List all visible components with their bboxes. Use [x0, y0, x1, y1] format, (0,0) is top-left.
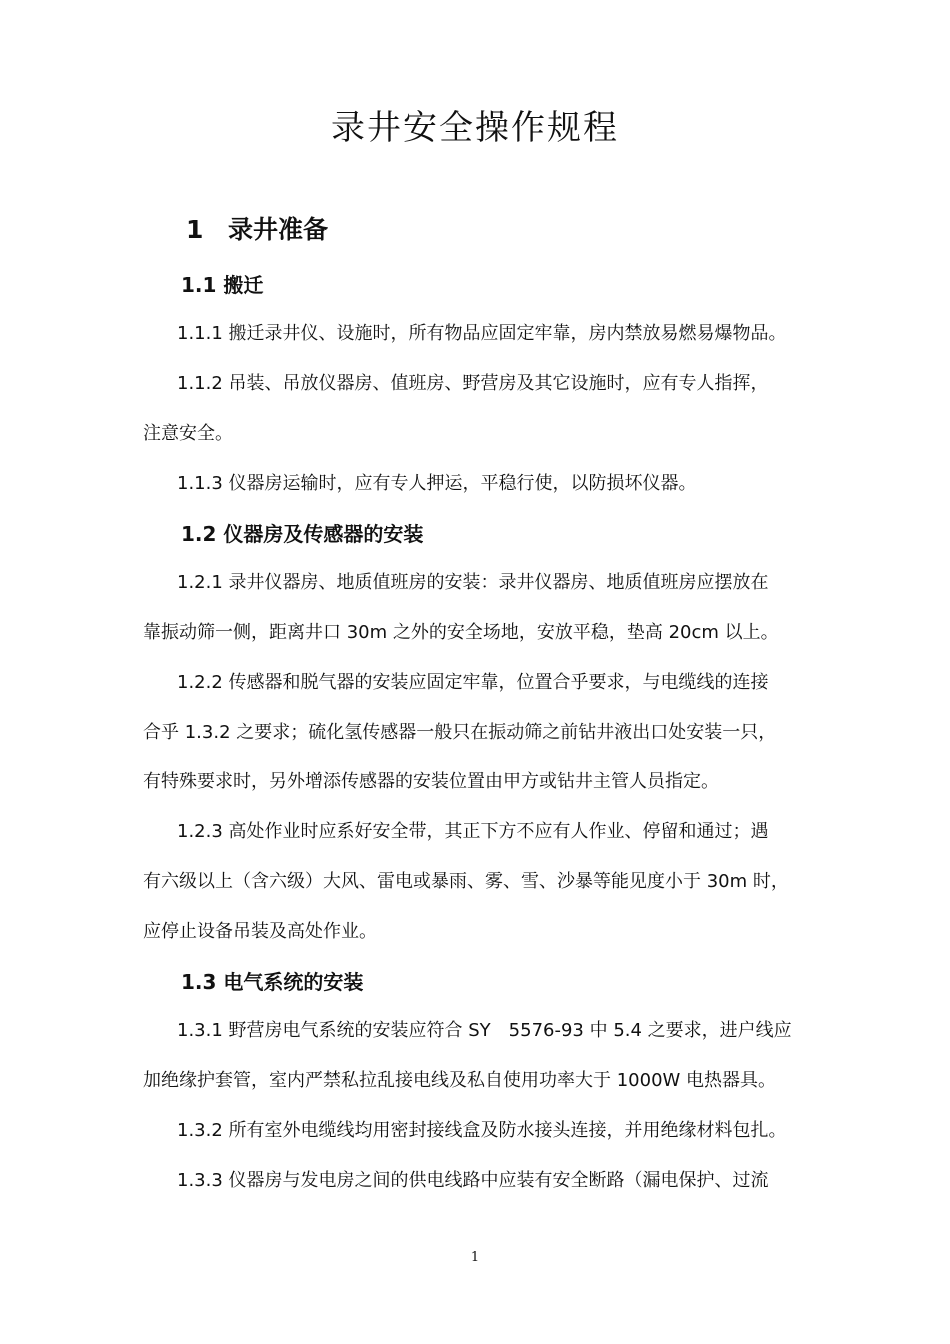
paragraph-1-1-1: 1.1.1 搬迁录井仪、设施时，所有物品应固定牢靠，房内禁放易燃易爆物品。: [177, 323, 787, 344]
paragraph-1-1-2-line1: 1.1.2 吊装、吊放仪器房、值班房、野营房及其它设施时，应有专人指挥，: [177, 373, 769, 394]
subsection-heading-1-2: 1.2 仪器房及传感器的安装: [181, 522, 424, 546]
paragraph-1-3-1-line2: 加绝缘护套管，室内严禁私拉乱接电线及私自使用功率大于 1000W 电热器具。: [143, 1070, 777, 1091]
paragraph-1-3-1-line1: 1.3.1 野营房电气系统的安装应符合 SY 5576-93 中 5.4 之要求，进户线应: [177, 1020, 792, 1041]
paragraph-1-2-3-line3: 应停止设备吊装及高处作业。: [143, 921, 377, 942]
subsection-heading-1-1: 1.1 搬迁: [181, 273, 264, 297]
paragraph-1-2-1-line1: 1.2.1 录井仪器房、地质值班房的安装：录井仪器房、地质值班房应摆放在: [177, 572, 769, 593]
section-number: 1: [186, 215, 204, 244]
subsection-heading-1-3: 1.3 电气系统的安装: [181, 970, 364, 994]
paragraph-1-3-3-line1: 1.3.3 仪器房与发电房之间的供电线路中应装有安全断路（漏电保护、过流: [177, 1170, 769, 1191]
paragraph-1-1-3: 1.1.3 仪器房运输时，应有专人押运，平稳行使，以防损坏仪器。: [177, 473, 697, 494]
paragraph-1-2-2-line3: 有特殊要求时，另外增添传感器的安装位置由甲方或钻井主管人员指定。: [143, 771, 719, 792]
paragraph-1-2-3-line2: 有六级以上（含六级）大风、雷电或暴雨、雾、雪、沙暴等能见度小于 30m 时，: [143, 871, 789, 892]
page-number: 1: [470, 1250, 480, 1265]
paragraph-1-2-3-line1: 1.2.3 高处作业时应系好安全带，其正下方不应有人作业、停留和通过；遇: [177, 821, 769, 842]
paragraph-1-3-2: 1.3.2 所有室外电缆线均用密封接线盒及防水接头连接，并用绝缘材料包扎。: [177, 1120, 787, 1141]
paragraph-1-2-2-line2: 合乎 1.3.2 之要求；硫化氢传感器一般只在振动筛之前钻井液出口处安装一只，: [143, 722, 777, 743]
section-title: 录井准备: [228, 215, 329, 244]
paragraph-1-2-2-line1: 1.2.2 传感器和脱气器的安装应固定牢靠，位置合乎要求，与电缆线的连接: [177, 672, 769, 693]
paragraph-1-2-1-line2: 靠振动筛一侧，距离井口 30m 之外的安全场地，安放平稳，垫高 20cm 以上。: [143, 622, 779, 643]
paragraph-1-1-2-line2: 注意安全。: [143, 423, 233, 444]
document-title: 录井安全操作规程: [331, 108, 619, 148]
section-heading-1: [186, 210, 328, 246]
